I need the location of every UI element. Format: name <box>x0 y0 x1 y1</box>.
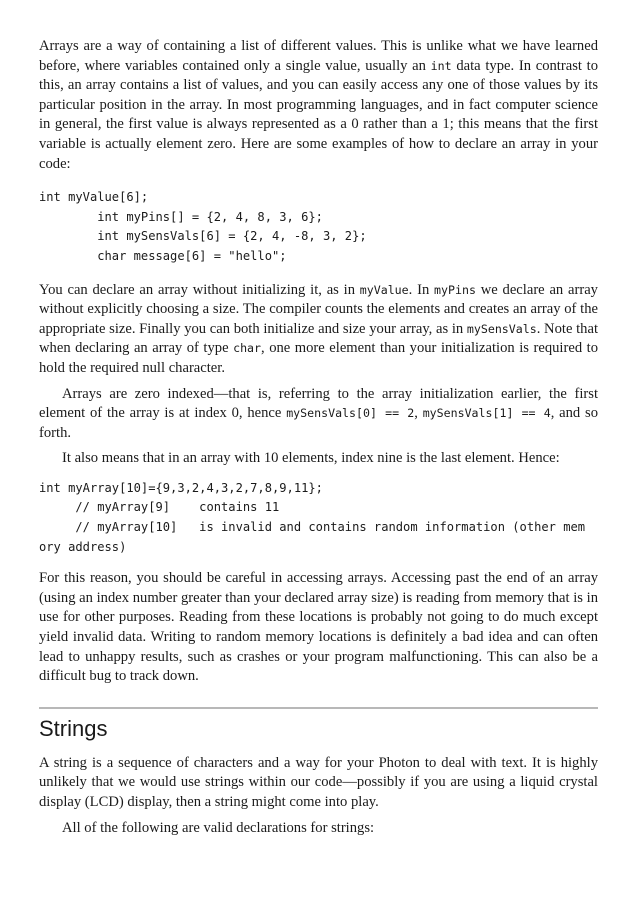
section-heading-strings: Strings <box>39 715 108 741</box>
section-divider <box>39 707 598 709</box>
paragraph-arrays-intro <box>39 37 598 174</box>
text: data type. In contrast to this, an array contains a list of values, and you can easily access any one of those values by its particular position in the array. In most programming languages, and in fact computer science in general, the first value is always represented as a 0 rather than a 1; this means that the first variable is actually element zero. Here are some examples of how to declare an array in your code: <box>39 57 599 172</box>
text: , <box>414 405 423 422</box>
inline-code: mySensVals[1] == 4 <box>422 406 551 421</box>
text: Arrays are a way of containing a list of different values. This is unlike what we have learned before, where variables contained only a single value, usually an <box>39 38 598 74</box>
text: Arrays are zero indexed—that is, referring to the array initialization earlier, the first element of the array is at index 0, hence <box>39 385 598 422</box>
code-block-array-indexing: int myArray[10]={9,3,2,4,3,2,7,8,9,11}; // myArray[9] contains 11 // myArray[10] is invalid and contains random information (other mem ory address) <box>39 480 586 554</box>
paragraph-zero-indexed <box>39 385 598 444</box>
paragraph-strings-intro: A string is a sequence of characters and a way for your Photon to deal with text. It is highly unlikely that we would use strings within our code—possibly if you are using a liquid crystal display (LCD) display, then a string might come into play. <box>39 754 598 810</box>
text: . In <box>408 281 435 298</box>
paragraph-declaration-notes <box>39 281 598 379</box>
code-block-array-declarations: int myValue[6]; int myPins[] = {2, 4, 8, 3, 6}; int mySensVals[6] = {2, 4, -8, 3, 2}; char message[6] = "hello"; <box>39 190 367 263</box>
paragraph-careful-access: For this reason, you should be careful in accessing arrays. Accessing past the end of an array (using an index number greater than your declared array size) is reading from memory that is in use for other purposes. Reading from these locations is probably not going to do much except yield invalid data. Writing to random memory locations is definitely a bad idea and can often lead to unhappy results, such as crashes or your program malfunctioning. This can also be a difficult bug to track down. <box>39 570 598 685</box>
paragraph-string-declarations: All of the following are valid declarations for strings: <box>62 819 375 836</box>
inline-code: mySensVals <box>466 321 537 336</box>
inline-code: myValue <box>359 282 409 297</box>
inline-code: char <box>233 341 262 356</box>
text: , and so forth. <box>39 405 599 441</box>
paragraph-last-element: It also means that in an array with 10 elements, index nine is the last element. Hence: <box>62 450 560 467</box>
inline-code: myPins <box>434 282 476 297</box>
text: we declare an array without explicitly choosing a size. The compiler counts the elements and creates an array of the appropriate size. Finally you can both initialize and size your array, as in <box>39 281 598 337</box>
text: You can declare an array without initializing it, as in <box>39 281 360 298</box>
text: . Note that when declaring an array of type <box>39 320 598 357</box>
inline-code: int <box>430 58 452 73</box>
text: , one more element than your initialization is required to hold the required null character. <box>39 340 598 376</box>
inline-code: mySensVals[0] == 2 <box>286 406 415 421</box>
document-page <box>39 37 598 838</box>
